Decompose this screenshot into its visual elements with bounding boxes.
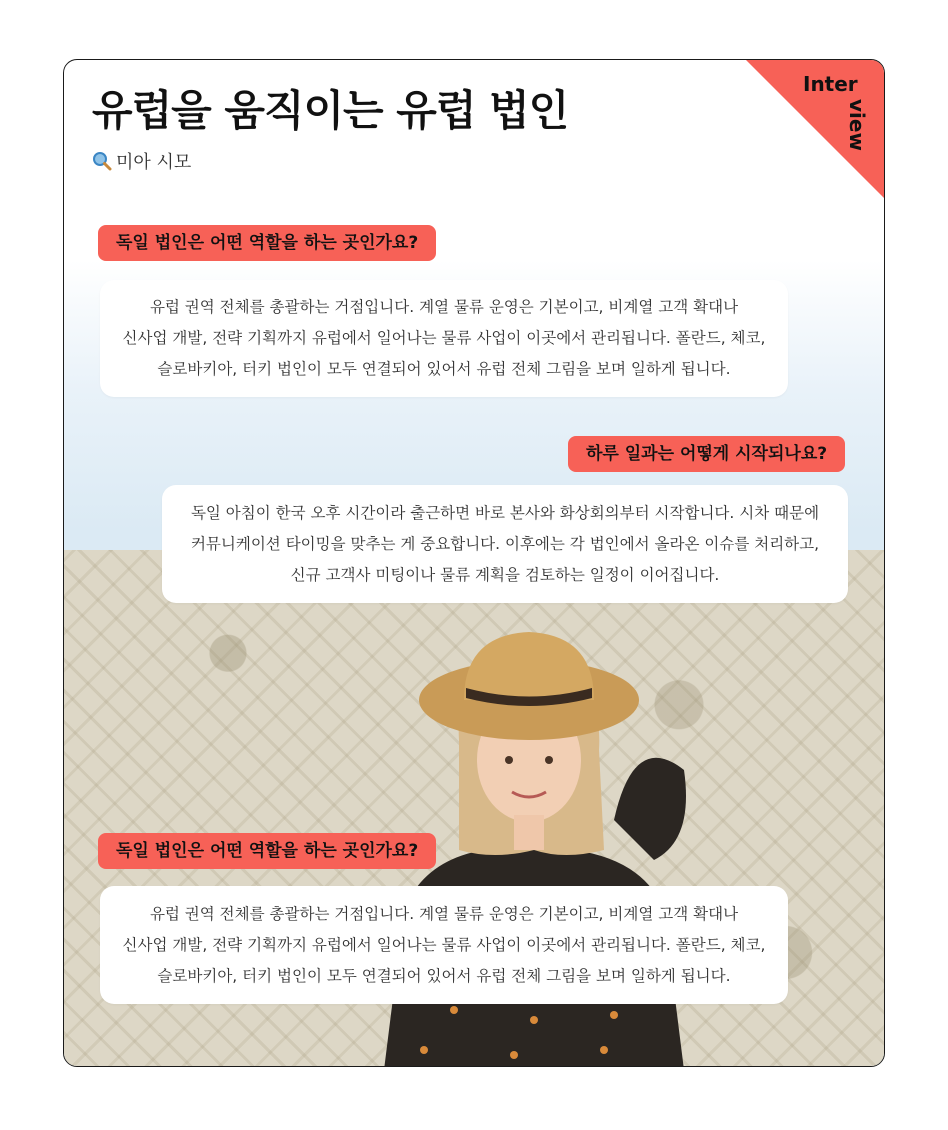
answer-2-line-1: 독일 아침이 한국 오후 시간이라 출근하면 바로 본사와 화상회의부터 시작합니다. 시차 때문에 bbox=[190, 503, 820, 522]
author-name: 미아 시모 bbox=[116, 152, 192, 173]
answer-3-line-2: 신사업 개발, 전략 기획까지 유럽에서 일어나는 물류 사업이 이곳에서 관리됩니다. 폴란드, 체코, bbox=[122, 935, 766, 954]
interview-badge bbox=[745, 59, 885, 199]
answer-2-line-2: 커뮤니케이션 타이밍을 맞추는 게 중요합니다. 이후에는 각 법인에서 올라온 이슈를 처리하고, bbox=[190, 534, 820, 553]
badge-text-view: view bbox=[845, 99, 869, 151]
badge-text-inter: Inter bbox=[803, 72, 858, 96]
answer-1-line-3: 슬로바키아, 터키 법인이 모두 연결되어 있어서 유럽 전체 그림을 보며 일하게 됩니다. bbox=[157, 360, 731, 378]
author-line bbox=[92, 148, 191, 174]
question-badge-1: 독일 법인은 어떤 역할을 하는 곳인가요? bbox=[98, 225, 436, 261]
answer-1-line-1: 유럽 권역 전체를 총괄하는 거점입니다. 계열 물류 운영은 기본이고, 비계열 고객 확대나 bbox=[149, 298, 739, 316]
answer-2-line-3: 신규 고객사 미팅이나 물류 계획을 검토하는 일정이 이어집니다. bbox=[290, 565, 720, 584]
answer-3-line-3: 슬로바키아, 터키 법인이 모두 연결되어 있어서 유럽 전체 그림을 보며 일하게 됩니다. bbox=[157, 966, 731, 985]
interview-card bbox=[63, 59, 885, 1067]
answer-box-2 bbox=[162, 485, 848, 603]
question-badge-3: 독일 법인은 어떤 역할을 하는 곳인가요? bbox=[98, 833, 436, 869]
magnifier-icon bbox=[92, 151, 112, 171]
answer-box-1 bbox=[100, 280, 788, 397]
question-badge-2: 하루 일과는 어떻게 시작되나요? bbox=[568, 436, 845, 472]
page-title: 유럽을 움직이는 유럽 법인 bbox=[92, 86, 569, 135]
answer-box-3 bbox=[100, 886, 788, 1004]
answer-3-line-1: 유럽 권역 전체를 총괄하는 거점입니다. 계열 물류 운영은 기본이고, 비계열 고객 확대나 bbox=[149, 904, 739, 923]
answer-1-line-2: 신사업 개발, 전략 기획까지 유럽에서 일어나는 물류 사업이 이곳에서 관리됩니다. 폴란드, 체코, bbox=[122, 329, 766, 347]
